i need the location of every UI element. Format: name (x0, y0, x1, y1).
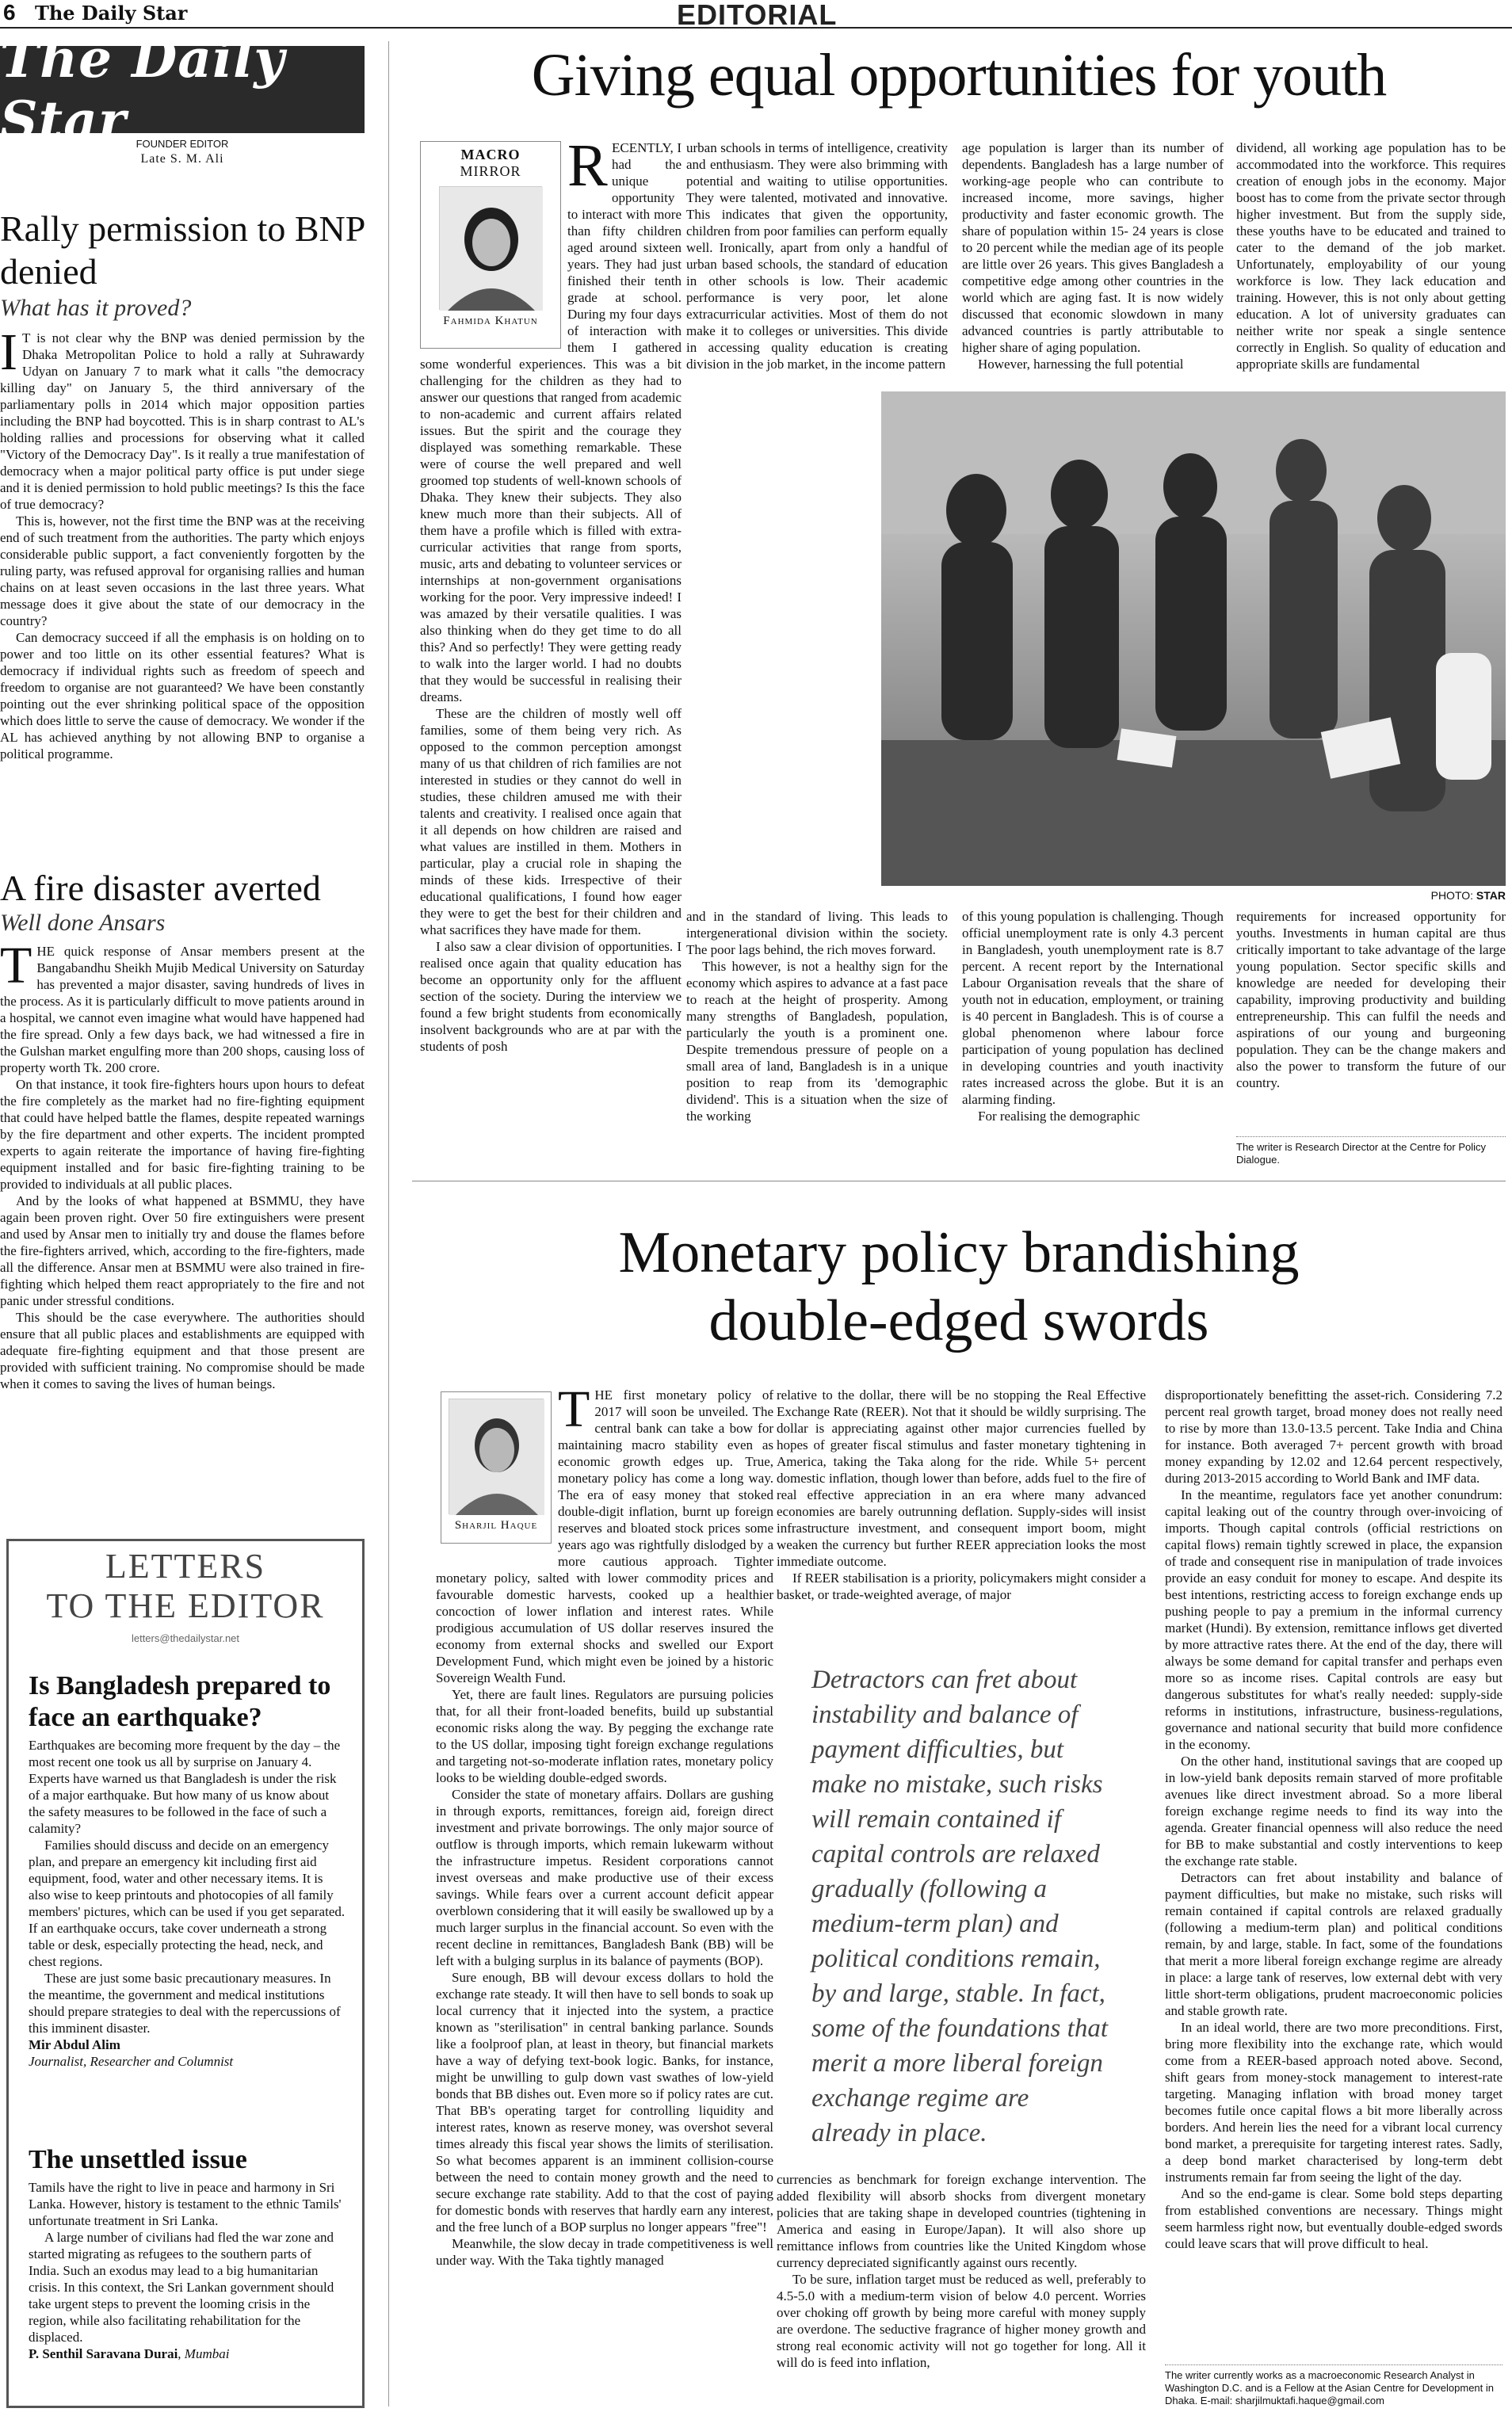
letters-title-line: LETTERS (105, 1547, 266, 1586)
author-name: Sharjil Haque (454, 1519, 538, 1532)
paragraph: A large number of civilians had fled the war zone and started migrating as refugees to the southern parts of India. Such an exodus may lead to a big humanitarian crisis. In this context, the Sri Lankan government should take urgent steps to prevent the looming crisis in the region, while also facilitating rehabilitation for the displaced. (29, 2230, 334, 2345)
letter-author-place: Mumbai (184, 2346, 230, 2361)
photo-credit (881, 889, 1506, 902)
letter-headline: The unsettled issue (29, 2145, 247, 2174)
divider (1236, 1136, 1506, 1137)
paragraph: HE quick response of Ansar members present at the Bangabandhu Sheikh Mujib Medical University on Saturday has prevented a major disaster, saving hundreds of lives in the process. As it is particularly difficult to move patients around in a hospital, we cannot even imagine what would have happened had the fire spread. Only a few days back, we had witnessed a fire in the Gulshan market engulfing more than 200 shops, causing loss of property worth Tk. 200 crore. (0, 944, 365, 1075)
paragraph: of this young population is challenging. Though official unemployment rate is only 4.3 percent in Bangladesh, youth unemployment rate is 8.7 percent. A recent report by the International Labour Organisation reveals that the share of youth not in education, employment, or training is 40 percent in Bangladesh. This is of course a global phenomenon where labour force participation of young population has declined in developing countries and youth inactivity rates increased across the globe. But it is an alarming finding. (962, 909, 1224, 1107)
paragraph: Yet, there are fault lines. Regulators are pursuing policies that, for all their front-loaded benefits, build up substantial economic risks along the way. By pegging the exchange rate to the US dollar, imposing tight foreign exchange regulations and targeting not-so-moderate inflation rates, monetary policy looks to be wielding double-edged swords. (436, 1687, 773, 1785)
paragraph: dividend, all working age population has to be accommodated into the workforce. This requires creation of enough jobs in the economy. Major boost has to come from the private sector through higher investment. But from the supply side, these youths have to be educated and trained to cater to the demand of the job market. Unfortunately, employability of our young workforce is low. They lack education and training. However, this is not only about getting education. A lot of university graduates can neither write nor speak a single sentence correctly in English. So quality of education and appropriate skills are fundamental (1236, 140, 1506, 372)
letter-earthquake (29, 1670, 346, 2070)
photo-credit-label: PHOTO: (1430, 889, 1474, 902)
article-column (777, 2171, 1146, 2409)
article-column (1236, 139, 1506, 387)
students-photo-icon (881, 391, 1506, 886)
letter-author: Mir Abdul Alim (29, 2037, 120, 2052)
news-photo (881, 391, 1506, 886)
article-column (962, 139, 1224, 387)
founder-name: Late S. M. Ali (140, 152, 224, 166)
letter-author: P. Senthil Saravana Durai (29, 2346, 178, 2361)
editorial-headline: A fire disaster averted (0, 868, 321, 908)
paragraph: urban schools in terms of intelligence, creativity and enthusiasm. They were also brimming with potential and waiting to utilise opportunities. They were talented, motivated and innovative. This indicates that given the opportunity, children from poor families can perform equally well. Ironically, apart from only a handful of urban based schools, the standard of education in other schools is low. Their academic performance is very poor, let alone extracurricular activities. Most of them do not make it to colleges or universities. This divide in accessing quality education is creating division in the job market, in the income pattern (686, 140, 948, 372)
author-name: Fahmida Khatun (443, 315, 538, 327)
paragraph: To be sure, inflation target must be reduced as well, preferably to 4.5-5.0 with a medium-term vision of below 4.0 percent. Worries over choking off growth by being more careful with money supply are overdone. The seductive fragrance of higher money growth and strong real economic activity will not go together for long. All it will do is feed into inflation, (777, 2272, 1146, 2370)
letter-tamils (29, 2144, 346, 2362)
paragraph: However, harnessing the full potential (978, 357, 1184, 372)
paragraph: This however, is not a healthy sign for the economy which aspires to advance at a fast pace to reach at the height of prosperity. Among many strengths of Bangladesh, population, particularly the youth is a prominent one. Despite tremendous pressure of people on a small area of land, Bangladesh is in a unique position to reap from its 'demographic dividend'. This is a situation when the size of the working (686, 959, 948, 1124)
page-number: 6 (3, 0, 16, 25)
photo-credit-source: STAR (1476, 889, 1506, 902)
paragraph: T is not clear why the BNP was denied permission by the Dhaka Metropolitan Police to hold a rally at Suhrawardy Udyan on January 7 to mark what it calls "the democracy killing day" on January 5, the third anniversary of the parliamentary polls in 2014 which major opposition parties including the BNP had boycotted. This is in sharp contrast to AL's holding rallies and processions for observing what it called "Victory of the Democracy Day". Is it really a true manifestation of democracy when a major political party office is put under siege and it is denied permission to hold public meetings? Is this the face of true democracy? (0, 330, 365, 512)
article-column (420, 132, 682, 1138)
paragraph: On the other hand, institutional savings that are cooped up in low-yield bank deposits remain starved of more profitable avenues like direct investment abroad. So a more liberal foreign exchange regime needs to find its way into the agenda. Greater financial openness will also reduce the need for BB to make substantial and costly interventions to keep the exchange rate stable. (1165, 1754, 1502, 1868)
paragraph: These are the children of mostly well off families, some of them being very rich. As opposed to the common perception amongst many of us that children of rich families are not interested in studies or they cannot do well in studies, these children amused me with their talents and creativity. I realised once again that it all depends on how children are raised and what values are instilled in them. Mothers in particular, play a crucial role in shaping the minds of these kids. Irrespective of their educational qualifications, I found how eager they were to get the best for their children and what sacrifices they have made for them. (420, 706, 682, 937)
paragraph: Sure enough, BB will devour excess dollars to hold the exchange rate steady. It will then have to sell bonds to soak up local currency that it injected into the system, a practice known as "sterilisation" in central banking parlance. Sounds like a foolproof plan, at least in theory, but financial markets have a way of defying text-book logic. Banks, for instance, might be unwilling to gulp down vast swathes of low-yield bonds that BB dishes out. Even more so if policy rates are cut. That BB's operating target for controlling liquidity and interest rates, known as reserve money, was overshot several times already this fiscal year shows the limits of sterilisation. So what becomes apparent is an imminent collision-course between the need to contain money growth and the need to secure exchange rate stability. Add to that the cost of paying for domestic bonds with reserves that hardly earn any interest, and the free lunch of a BOP surplus no longer appears "free"! (436, 1970, 773, 2235)
letter-body: Tamils have the right to live in peace and harmony in Sri Lanka. However, history is testament to the ethnic Tamils' unfortunate treatment in Sri Lanka. A large number of civilians had fled the war zone and started migrating as refugees to the southern parts of India. Such an exodus may lead to a big humanitarian crisis. In this context, the Sri Lankan government should take urgent steps to prevent the looming crisis in the region, while also facilitating rehabilitation for the displaced. P. Senthil Saravana Durai, Mumbai (29, 2179, 346, 2362)
paragraph: For realising the demographic (978, 1109, 1140, 1124)
article-headline: Giving equal opportunities for youth (531, 42, 1387, 109)
paragraph: And so the end-game is clear. Some bold steps departing from established conventions are necessary. Things might seem harmless right now, but eventually double-edged swords could leave scars that will prove difficult to heal. (1165, 2186, 1502, 2251)
column-tag-line: MIRROR (460, 163, 521, 179)
letter-headline: Is Bangladesh prepared to face an earthquake? (29, 1671, 331, 1732)
dropcap: R (567, 132, 608, 199)
paragraph: ECENTLY, I had the unique opportunity to interact with more than fifty children aged around sixteen years. They had just finished their tenth grade at school. During my four days of interaction with them I gathered some wonderful experiences. This was a bit challenging for the children as they had to answer our questions that ranged from academic to non-academic and current affairs related issues. But the spirit and the courage they displayed was something remarkable. These were of course the well prepared and well groomed top students of well-known schools of Dhaka. They knew their subjects. They also knew much more than their subjects. All of them have a profile which is filled with extra-curricular activities that range from sports, music, arts and debating to volunteer services or internships at non-government organisations working for the poor. Very impressive indeed! I was amazed by their versatile qualities. I was also thinking when do they get time to do all this? And so perfectly! They were getting ready to walk into the larger world. I had no doubts that they would be successful in realising their dreams. (420, 140, 682, 704)
masthead-small: The Daily Star (35, 2, 188, 25)
article-column (1236, 908, 1506, 1091)
paragraph: age population is larger than its number of dependents. Bangladesh has a large number of working-age people who can contribute to increased income, more savings, higher productivity and faster economic growth. The share of population within 15- 24 years is close to 20 percent while the median age of its people are little over 26 years. This gives Bangladesh a competitive edge among other countries in the world which are aging fast. It is now widely discussed that economic slowdown in many advanced countries is partly attributable to higher share of aging population. (962, 140, 1224, 355)
editorial-subhead: What has it proved? (0, 295, 192, 321)
paragraph: In the meantime, regulators face yet another conundrum: capital leaking out of the country through over-invoicing of imports. Though capital controls (official restrictions on capital flows) remain tightly screwed in place, the expansion of trade and consequent rise in manipulation of trade invoices provide an easy conduit for money to escape. And despite its best intentions, restricting access to foreign exchange ends up pushing people to pay a premium in the informal currency market (Hundi). By extension, remittance inflows get diverted by more attractive rates there. At the end of the day, there will always be some demand for capital transfer and perhaps even more so as income rises. Capital controls are easy but dangerous substitutes for what's really needed: supply-side reforms in institutions, infrastructure, business-regulations, governance and national security that build more confidence in the economy. (1165, 1487, 1502, 1752)
section-label: EDITORIAL (677, 0, 838, 31)
article-column (962, 908, 1224, 1143)
editorial-body (0, 937, 365, 1392)
divider (1165, 2364, 1502, 2365)
article-headline (412, 1219, 1506, 1355)
paragraph: Meanwhile, the slow decay in trade competitiveness is well under way. With the Taka tightly managed (436, 2236, 773, 2268)
pull-quote: Detractors can fret about instability and balance of payment difficulties, but make no mistake, such risks will remain contained if capital controls are relaxed gradually (following a medium-term plan) and political conditions remain, by and large, stable. In fact, some of the foundations that merit a more liberal foreign exchange regime are already in place. (811, 1666, 1108, 2147)
founder-label: FOUNDER EDITOR (136, 138, 229, 150)
paragraph: And by the looks of what happened at BSMMU, they have again been proven right. Over 50 fire extinguishers were present and used by Ansar men to initially try and douse the flames before the fire-fighters arrived, which, according to the fire-fighters, made all the difference. Ansar men at BSMMU were also trained in fire-fighting which helped them react appropriately to the fire and not panic under stressful conditions. (0, 1193, 365, 1308)
column-divider (388, 41, 389, 2406)
letters-title (6, 1547, 365, 1626)
paragraph: Earthquakes are becoming more frequent by the day – the most recent one took us all by surprise on January 4. Experts have warned us that Bangladesh is under the risk of a major earthquake. But how many of us know about the safety measures to be followed in the face of such a calamity? (29, 1738, 341, 1836)
dropcap: I (0, 323, 17, 381)
dropcap: T (558, 1387, 590, 1438)
article-column (436, 1387, 773, 2409)
writer-note: The writer is Research Director at the Centre for Policy Dialogue. (1236, 1141, 1486, 1166)
writer-note: The writer currently works as a macroeconomic Research Analyst in Washington D.C. and is a Fellow at the Asian Centre for Development in Dhaka. E-mail: sharjilmuktafi.haque@gmail.com (1165, 2369, 1495, 2406)
paragraph: HE first monetary policy of 2017 will soon be unveiled. The central bank can take a bow for maintaining macro stability even as economic growth edges up. True, monetary policy has come a long way. The era of easy money that stoked double-digit inflation, burnt up foreign reserves and bloated stock prices some years ago was rightfully dislodged by a more cautious approach. Tighter monetary policy, salted with lower commodity prices and favourable domestic harvests, cooked up a healthier concoction of lower inflation and interest rates. While prodigious accumulation of US dollar reserves insured the economy from external shocks and swelled our Export Development Fund, which might even be joined by a historic Sovereign Wealth Fund. (436, 1387, 773, 1685)
letter-body (29, 1737, 346, 2070)
paragraph: If REER stabilisation is a priority, policymakers might consider a basket, or trade-weighted average, of major (777, 1571, 1146, 1602)
paragraph: Families should discuss and decide on an emergency plan, and prepare an emergency kit including first aid equipment, food, water and other necessary items. It is also wise to keep printouts and photocopies of all family members' pictures, which can be used if you get separated. If an earthquake occurs, take cover underneath a strong table or desk, especially protecting the head, neck, and chest regions. (29, 1838, 346, 1969)
editorial-body (0, 323, 365, 762)
article-column (1165, 1387, 1502, 2361)
editorial-subhead: Well done Ansars (0, 910, 166, 936)
paragraph: disproportionately benefitting the asset-rich. Considering 7.2 percent real growth target, broad money does not really need to rise by more than 13.0-13.5 percent. Take India and China for instance. Both averaged 7+ percent growth with broad money expanding by 12.02 and 12.64 percent respectively, during 2013-2015 according to World Bank and IMF data. (1165, 1387, 1502, 1486)
paragraph: This should be the case everywhere. The authorities should ensure that all public places and establishments are equipped with adequate fire-fighting equipment and that those present are provided with sufficient training. No compromise should be made when it comes to saving the lives of human beings. (0, 1310, 365, 1391)
headline-line: double-edged swords (708, 1288, 1209, 1353)
paragraph: relative to the dollar, there will be no stopping the Real Effective Exchange Rate (REER). Not that it should be wildly surprising. The dollar is appreciating against other major currencies fuelled by hopes of greater fiscal stimulus and faster monetary tightening in America, taking the Taka along for the ride. While 5+ percent domestic inflation, though lower than before, adds fuel to the fire of real effective appreciation in an era where many advanced economies are barely outrunning deflation. Supply-sides will insist infrastructure investment, and consequent import boom, might weaken the currency but further REER appreciation looks the most immediate outcome. (777, 1387, 1146, 1569)
paragraph: I also saw a clear division of opportunities. I realised once again that quality education has become an opportunity only for the affluent section of the society. During the interview we found a few bright students from economically insolvent backgrounds who are at par with the students of posh (420, 939, 682, 1054)
editorial-headline: Rally permission to BNP denied (0, 208, 365, 292)
paragraph: requirements for increased opportunity for youths. Investments in human capital are thus critically important to take advantage of the large young population. Sector specific skills and knowledge are needed for developing their capability, improving productivity and building entrepreneurship. This can fulfil the needs and aspirations of our young and burgeoning population. They can be the change makers and also the power to transform the future of our country. (1236, 909, 1506, 1090)
paragraph: Can democracy succeed if all the emphasis is on holding on to power and too little on its other essential features? What is democracy if individual rights such as freedom of speech and freedom to organise are not guaranteed? We have been constantly pointing out the ever shrinking political space of the opposition which does little to serve the cause of democracy. We wonder if the AL has achieved anything by not allowing BNP to organise a political programme. (0, 630, 365, 761)
paragraph: On that instance, it took fire-fighters hours upon hours to defeat the fire completely as the market had no fire-fighting equipment that could have helped battle the flames, despite repeated warnings by the fire department and other experts. The incident prompted experts to again reiterate the importance of having fire-fighting equipment installed and for basic fire-fighting training to be provided to individuals at all public places. (0, 1077, 365, 1192)
paragraph: currencies as benchmark for foreign exchange intervention. The added flexibility will absorb shocks from divergent monetary policies that are taking shape in developed countries (tightening in America and easing in Europe/Japan). It will also shore up remittance inflows from countries like the United Kingdom whose currency depreciated significantly against ours recently. (777, 2172, 1146, 2270)
column-tag-line: MACRO (460, 147, 521, 162)
editorial-rally (0, 208, 365, 762)
letters-email: letters@thedailystar.net (131, 1632, 240, 1644)
article-column (686, 908, 948, 1143)
masthead-title: The Daily Star (0, 28, 285, 151)
headline-line: Monetary policy brandishing (618, 1220, 1300, 1285)
paragraph: These are just some basic precautionary measures. In the meantime, the government and medical institutions should prepare strategies to deal with the repercussions of this imminent disaster. (29, 1971, 341, 2036)
paragraph: In an ideal world, there are two more preconditions. First, bring more flexibility into the exchange rate, which would come from a REER-based approach noted above. Second, shift gears from money-stock management to interest-rate targeting. Managing inflation with broad money target becomes futile once capital flows a bit more liberally across borders. And herein lies the need for a vibrant local currency bond market, a prerequisite for targeting interest rates. Sadly, a deep bond market characterised by long-term debt instruments remain far from seeing the light of the day. (1165, 2020, 1502, 2185)
paragraph: Tamils have the right to live in peace and harmony in Sri Lanka. However, history is testament to the ethnic Tamils' unfortunate treatment in Sri Lanka. (29, 2180, 342, 2228)
article-column (686, 139, 948, 387)
paragraph: and in the standard of living. This leads to intergenerational division within the society. The poor lags behind, the rich moves forward. (686, 909, 948, 957)
paragraph: Consider the state of monetary affairs. Dollars are gushing in through exports, remittances, foreign aid, foreign direct investment and private borrowings. The only major source of outflow is through imports, which remain lukewarm without the infrastructure impetus. Resident corporations cannot invest overseas and make productive use of their excess savings. While fears over a current account deficit appear overblown considering that it will easily be swallowed up by a much larger surplus in the financial account. So even with the recent decline in remittances, Bangladesh Bank (BB) will be left with a bulging surplus in its balance of payments (BOP). (436, 1787, 773, 1968)
dropcap: T (0, 937, 32, 994)
paragraph: Detractors can fret about instability and balance of payment difficulties, but make no mistake, such risks will remain contained if capital controls are relaxed gradually (following a medium-term plan) and political conditions remain, by and large, stable. In fact, some of the foundations that merit a more liberal foreign exchange regime are already in place: a large tank of reserves, low external debt with very little short-term obligations, prudent macroeconomic policies and stable growth rate. (1165, 1870, 1502, 2018)
paragraph: This is, however, not the first time the BNP was at the receiving end of such treatment from the authorities. The party which enjoys considerable public support, a fact conveniently forgotten by the ruling party, was refused approval for organising rallies and human chains on at least seven occasions in the last three years. What message does it give about the state of our democracy in the country? (0, 513, 365, 628)
letters-title-line: TO THE EDITOR (46, 1586, 325, 1625)
letter-author-title: Journalist, Researcher and Columnist (29, 2054, 234, 2069)
article-column (777, 1387, 1146, 1632)
editorial-fire (0, 867, 365, 1392)
